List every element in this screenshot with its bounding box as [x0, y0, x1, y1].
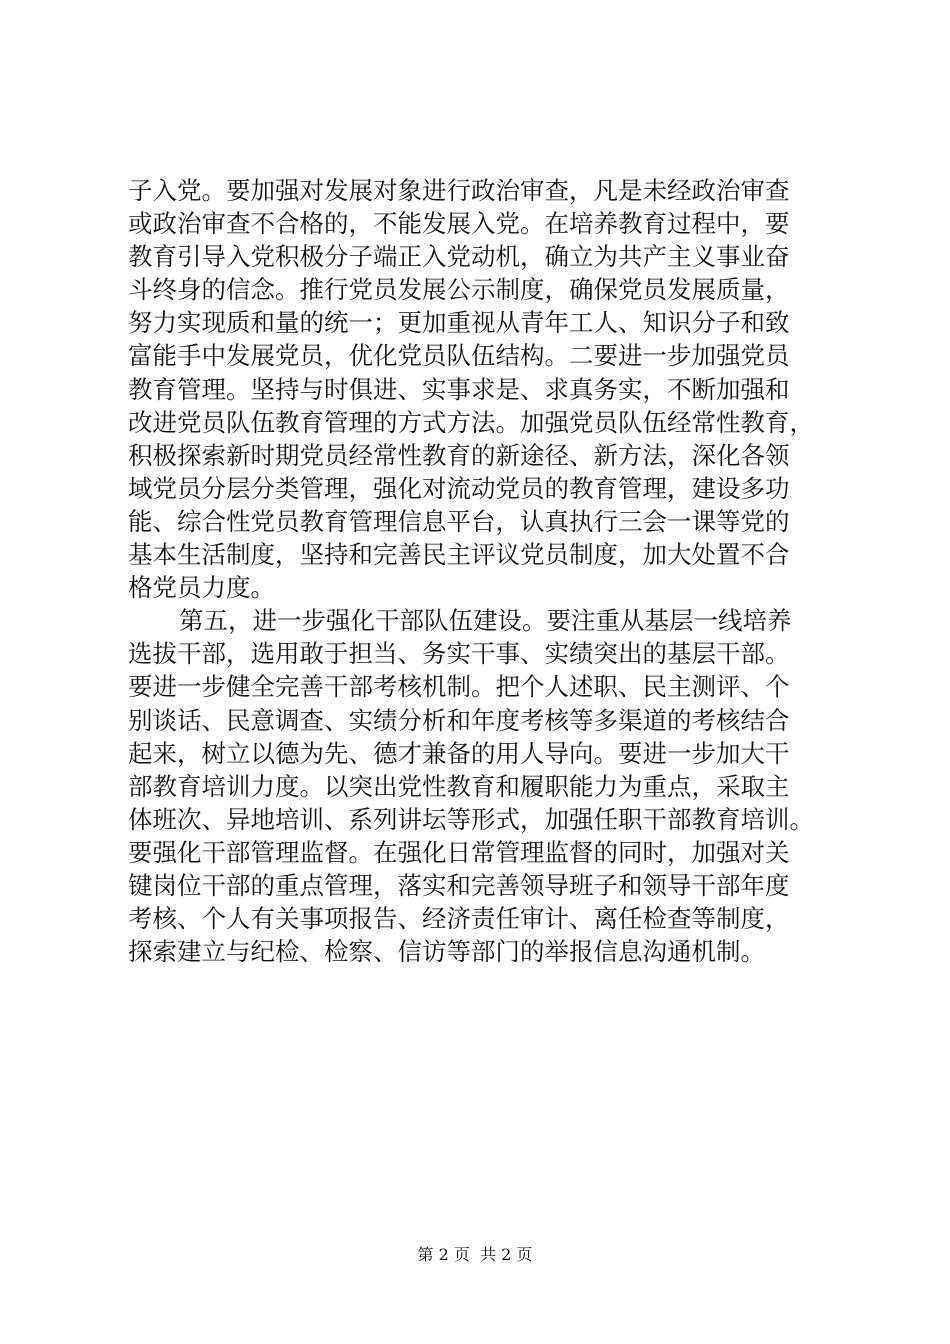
- text-line: 选拔干部，选用敢于担当、务实干事、实绩突出的基层干部。: [128, 639, 790, 669]
- text-line: 斗终身的信念。推行党员发展公示制度，确保党员发展质量，: [128, 275, 790, 305]
- text-line: 努力实现质和量的统一；更加重视从青年工人、知识分子和致: [128, 308, 790, 338]
- text-line: 键岗位干部的重点管理，落实和完善领导班子和领导干部年度: [128, 870, 790, 900]
- text-line: 体班次、异地培训、系列讲坛等形式，加强任职干部教育培训。: [128, 804, 814, 834]
- page-footer: [0, 1244, 950, 1266]
- text-line: 部教育培训力度。以突出党性教育和履职能力为重点，采取主: [128, 771, 790, 801]
- text-line: 能、综合性党员教育管理信息平台，认真执行三会一课等党的: [128, 506, 790, 536]
- text-line: 基本生活制度，坚持和完善民主评议党员制度，加大处置不合: [128, 540, 790, 570]
- text-line: 考核、个人有关事项报告、经济责任审计、离任检查等制度，: [128, 904, 790, 934]
- text-line: 积极探索新时期党员经常性教育的新途径、新方法，深化各领: [128, 440, 790, 470]
- text-line: 教育引导入党积极分子端正入党动机，确立为共产主义事业奋: [128, 242, 790, 272]
- text-line: 教育管理。坚持与时俱进、实事求是、求真务实，不断加强和: [128, 374, 790, 404]
- text-line: 探索建立与纪检、检察、信访等部门的举报信息沟通机制。: [128, 937, 765, 967]
- text-line: 改进党员队伍教育管理的方式方法。加强党员队伍经常性教育，: [128, 407, 814, 437]
- page-number-label: 第 2 页 共 2 页: [417, 1245, 533, 1264]
- text-line: 别谈话、民意调查、实绩分析和年度考核等多渠道的考核结合: [128, 705, 790, 735]
- text-line: 域党员分层分类管理，强化对流动党员的教育管理，建设多功: [128, 473, 790, 503]
- text-line: 起来，树立以德为先、德才兼备的用人导向。要进一步加大干: [128, 738, 790, 768]
- text-line: 格党员力度。: [128, 573, 275, 603]
- text-line: 要进一步健全完善干部考核机制。把个人述职、民主测评、个: [128, 672, 790, 702]
- text-line: 或政治审查不合格的，不能发展入党。在培养教育过程中，要: [128, 209, 790, 239]
- paragraph-first-line: 第五，进一步强化干部队伍建设。要注重从基层一线培养: [179, 606, 792, 636]
- text-line: 要强化干部管理监督。在强化日常管理监督的同时，加强对关: [128, 837, 790, 867]
- text-line: 富能手中发展党员，优化党员队伍结构。二要进一步加强党员: [128, 341, 790, 371]
- body-text: [128, 174, 828, 968]
- text-line: 子入党。要加强对发展对象进行政治审查，凡是未经政治审查: [128, 176, 790, 205]
